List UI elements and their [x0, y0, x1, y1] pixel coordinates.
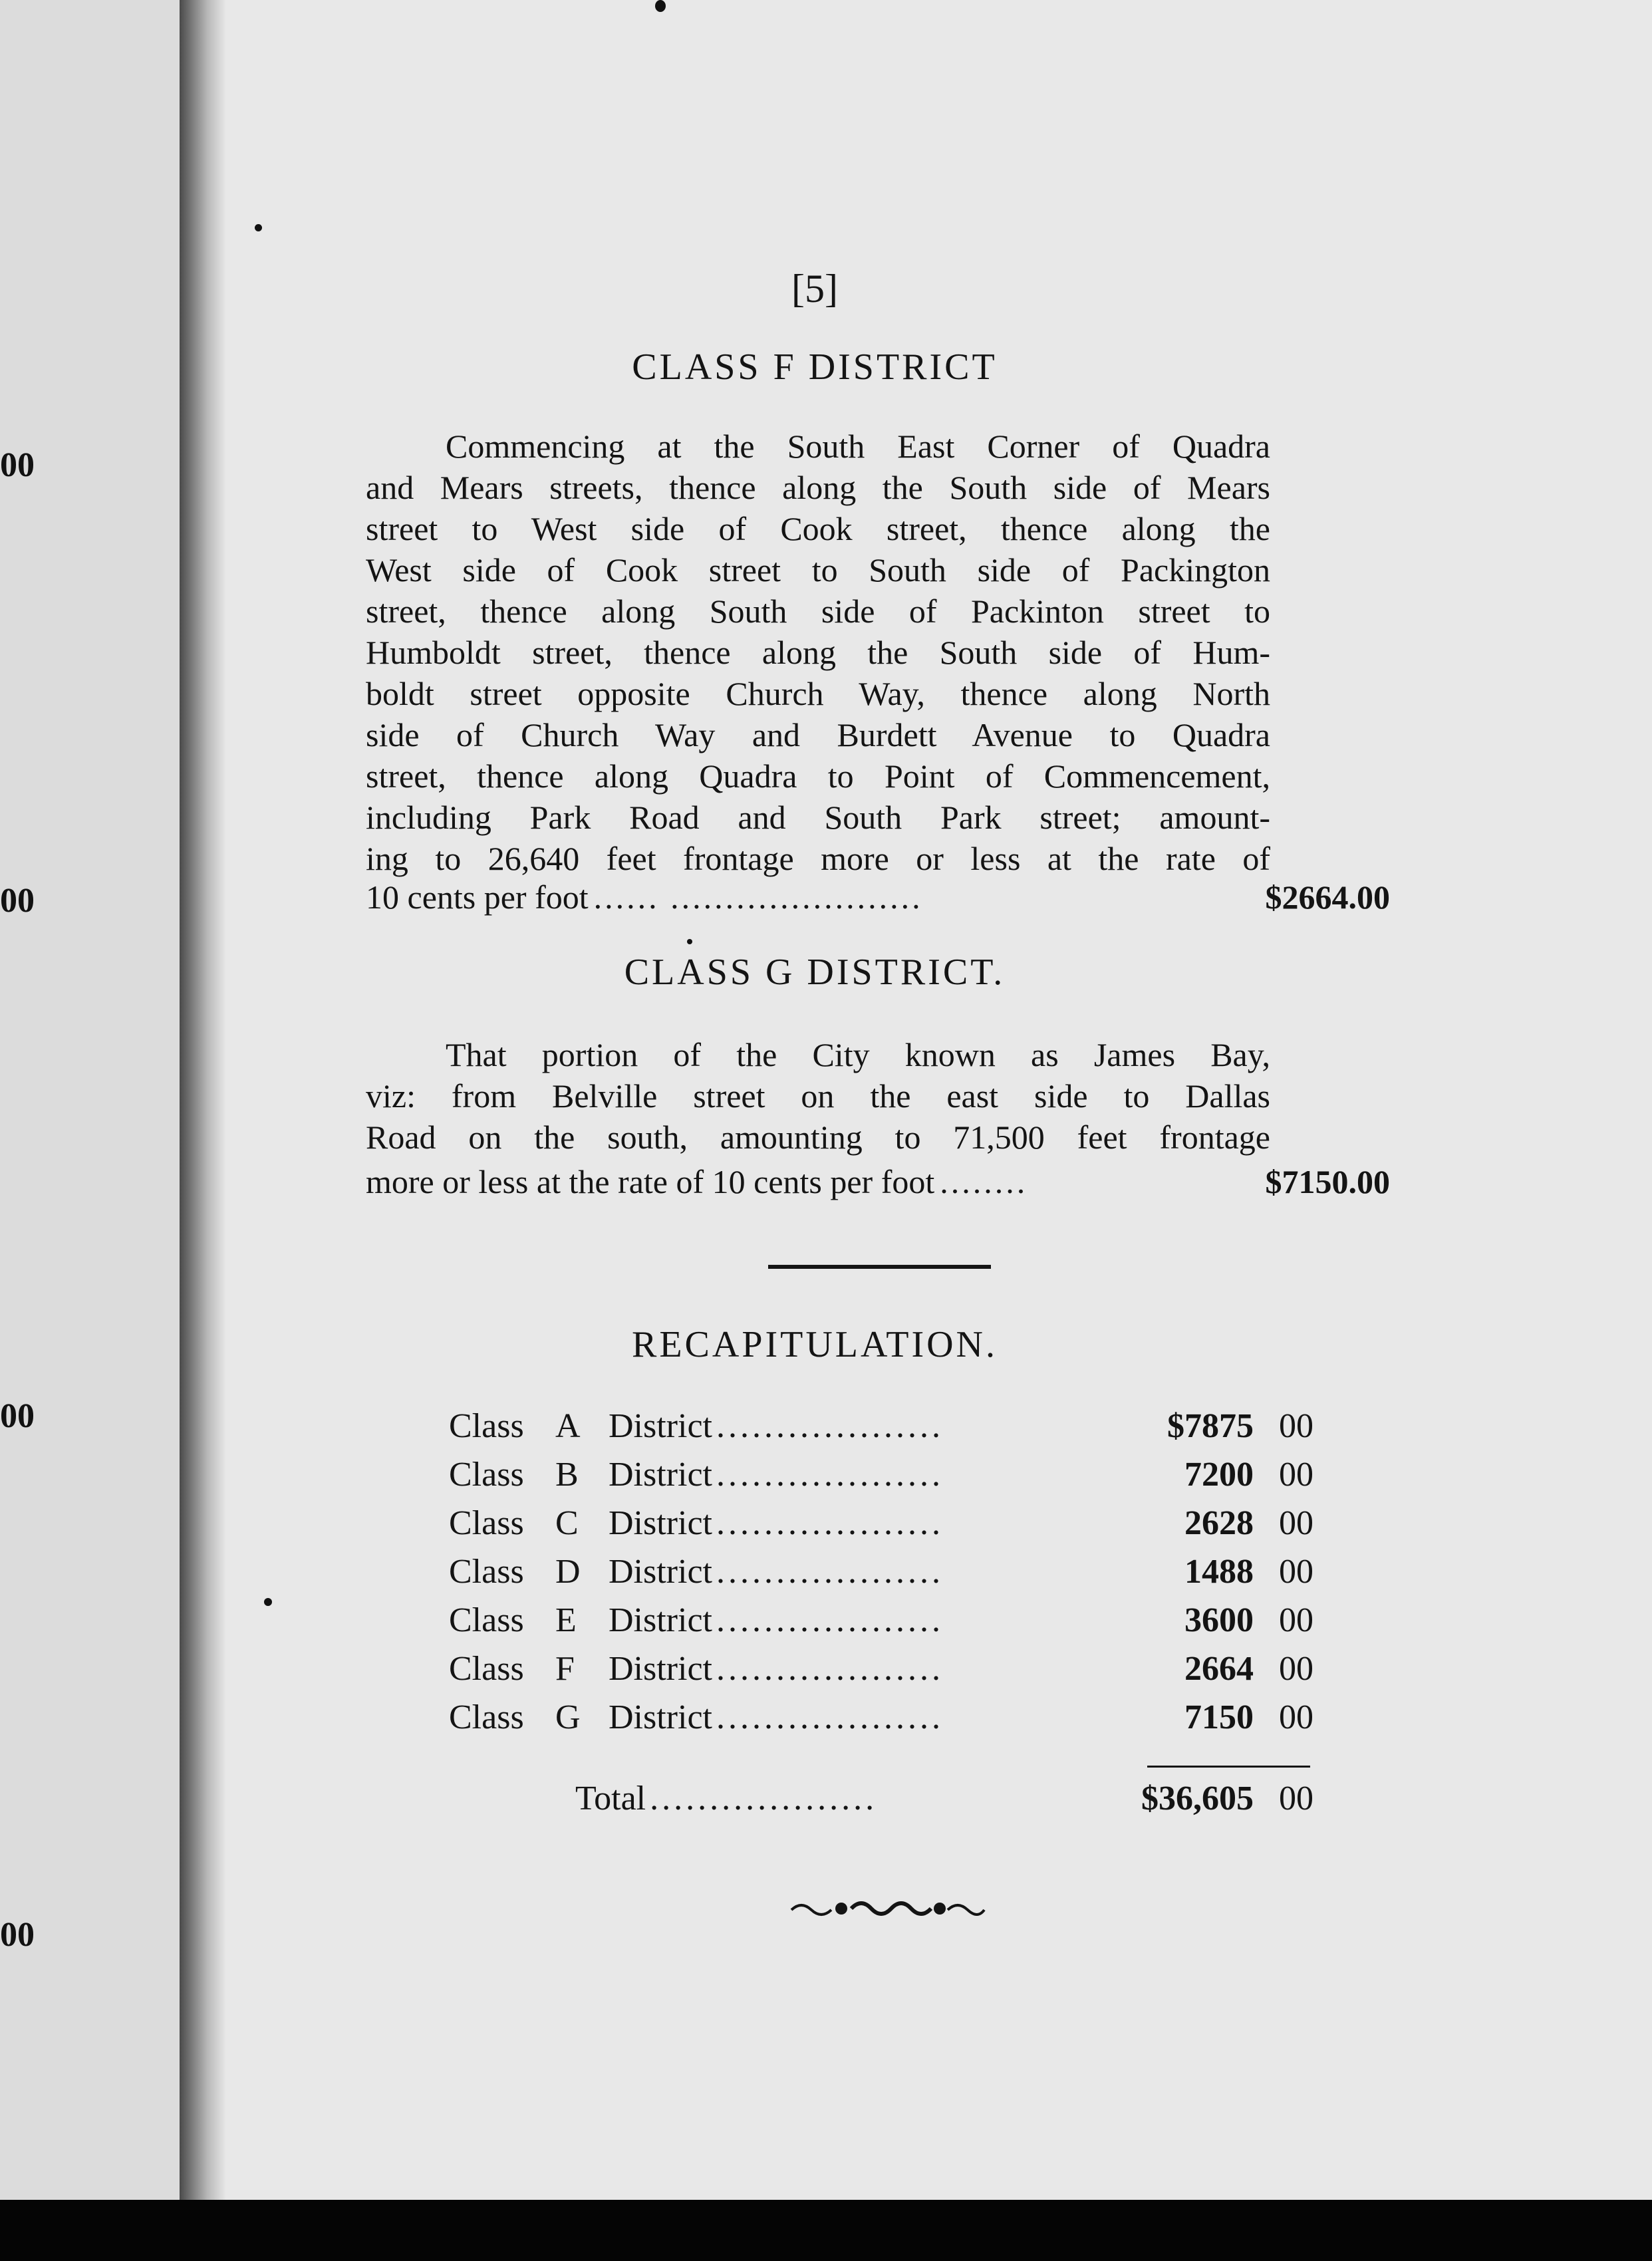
recap-cents: 00: [1279, 1601, 1313, 1639]
class-f-paragraph: [366, 426, 1270, 879]
class-f-amount: $2664.00: [1265, 878, 1390, 916]
recap-value: 2628: [1184, 1504, 1254, 1542]
recap-class-label: Class: [449, 1698, 524, 1736]
recap-row: [449, 1601, 1313, 1649]
recap-class-label: Class: [449, 1553, 524, 1591]
leader-dots: ...................: [650, 1780, 878, 1817]
recap-class-label: Class: [449, 1601, 524, 1639]
recap-class-label: Class: [449, 1407, 524, 1445]
recap-class-letter: A: [555, 1407, 581, 1445]
class-g-paragraph: [366, 1034, 1270, 1158]
paragraph-line: boldt street opposite Church Way, thence along North: [366, 675, 1270, 712]
leader-dots: ...................: [716, 1650, 944, 1688]
recap-value: 3600: [1184, 1601, 1254, 1639]
recap-cents: 00: [1279, 1456, 1313, 1494]
paragraph-line: Commencing at the South East Corner of Quadra: [446, 428, 1270, 465]
recap-value: 1488: [1184, 1553, 1254, 1591]
paragraph-line: street, thence along South side of Packinton street to: [366, 593, 1270, 630]
amount-line-text: more or less at the rate of 10 cents per foot: [366, 1163, 935, 1200]
recap-row: [449, 1504, 1313, 1552]
recap-district-label: District: [609, 1698, 712, 1736]
recapitulation-heading: RECAPITULATION.: [632, 1324, 998, 1365]
recap-row: [449, 1552, 1313, 1601]
recap-row: [449, 1649, 1313, 1698]
class-g-amount: $7150.00: [1265, 1163, 1390, 1200]
margin-number: 00: [0, 1916, 35, 1954]
total-row: [575, 1779, 1313, 1818]
paragraph-line: including Park Road and South Park street; amount-: [366, 799, 1270, 836]
paragraph-line: ing to 26,640 feet frontage more or less at the rate of: [366, 840, 1270, 877]
leader-dots: ...................: [716, 1456, 944, 1494]
total-rule: [1147, 1766, 1310, 1768]
recap-district-label: District: [609, 1601, 712, 1639]
paragraph-line: side of Church Way and Burdett Avenue to Quadra: [366, 716, 1270, 753]
recap-value: 2664: [1184, 1650, 1254, 1688]
recap-district-label: District: [609, 1553, 712, 1591]
recap-district-label: District: [609, 1407, 712, 1445]
recap-district-label: District: [609, 1456, 712, 1494]
section-divider: [768, 1265, 991, 1269]
recap-row: [449, 1406, 1313, 1455]
amount-line-text: 10 cents per foot: [366, 878, 589, 916]
recap-cents: 00: [1279, 1698, 1313, 1736]
leader-dots: ...................: [716, 1407, 944, 1445]
paragraph-line: West side of Cook street to South side of Packington: [366, 551, 1270, 589]
recap-class-letter: G: [555, 1698, 581, 1736]
recap-class-label: Class: [449, 1650, 524, 1688]
recap-row: [449, 1455, 1313, 1504]
recap-class-letter: D: [555, 1553, 581, 1591]
total-value: $36,605: [1141, 1780, 1254, 1817]
class-g-heading: CLASS G DISTRICT.: [624, 952, 1006, 993]
recap-row: [449, 1698, 1313, 1746]
recap-cents: 00: [1279, 1650, 1313, 1688]
ink-speck: [655, 0, 666, 12]
leader-dots: ........: [940, 1163, 1028, 1200]
recap-class-label: Class: [449, 1456, 524, 1494]
recap-value: 7150: [1184, 1698, 1254, 1736]
class-g-amount-line: [366, 1162, 1390, 1204]
recap-cents: 00: [1279, 1407, 1313, 1445]
recap-class-letter: B: [555, 1456, 579, 1494]
recapitulation-table: [449, 1406, 1313, 1746]
class-f-heading: CLASS F DISTRICT: [632, 346, 998, 388]
leader-dots: ...................: [716, 1601, 944, 1639]
recap-value: 7200: [1184, 1456, 1254, 1494]
total-cents: 00: [1279, 1780, 1313, 1817]
class-f-amount-line: [366, 878, 1390, 919]
recap-district-label: District: [609, 1504, 712, 1542]
margin-number: 00: [0, 1397, 35, 1435]
leader-dots: ...................: [716, 1698, 944, 1736]
leader-dots: ...................: [716, 1504, 944, 1542]
paragraph-line: street to West side of Cook street, thence along the: [366, 510, 1270, 547]
margin-number: 00: [0, 446, 35, 484]
recap-class-letter: F: [555, 1650, 575, 1688]
leader-dots: ...... .......................: [593, 878, 923, 916]
page-number: [5]: [791, 267, 838, 311]
recap-class-letter: C: [555, 1504, 579, 1542]
adjacent-page-edge: [0, 0, 180, 2200]
paragraph-line: and Mears streets, thence along the South side of Mears: [366, 469, 1270, 506]
paragraph-line: Humboldt street, thence along the South side of Hum-: [366, 634, 1270, 671]
recap-district-label: District: [609, 1650, 712, 1688]
paragraph-line: Road on the south, amounting to 71,500 feet frontage: [366, 1119, 1270, 1156]
paragraph-line: street, thence along Quadra to Point of Commencement,: [366, 757, 1270, 795]
recap-value: $7875: [1167, 1407, 1254, 1445]
total-label: Total: [575, 1780, 646, 1817]
ink-speck: [687, 939, 692, 944]
recap-cents: 00: [1279, 1553, 1313, 1591]
ink-speck: [255, 224, 262, 231]
page-gutter-shadow: [180, 0, 226, 2200]
paragraph-line: That portion of the City known as James Bay,: [446, 1036, 1270, 1073]
recap-class-label: Class: [449, 1504, 524, 1542]
decorative-ornament: [788, 1894, 988, 1923]
leader-dots: ...................: [716, 1553, 944, 1591]
recap-cents: 00: [1279, 1504, 1313, 1542]
ink-speck: [264, 1598, 272, 1606]
paragraph-line: viz: from Belville street on the east side to Dallas: [366, 1077, 1270, 1115]
margin-number: 00: [0, 882, 35, 920]
recap-class-letter: E: [555, 1601, 577, 1639]
